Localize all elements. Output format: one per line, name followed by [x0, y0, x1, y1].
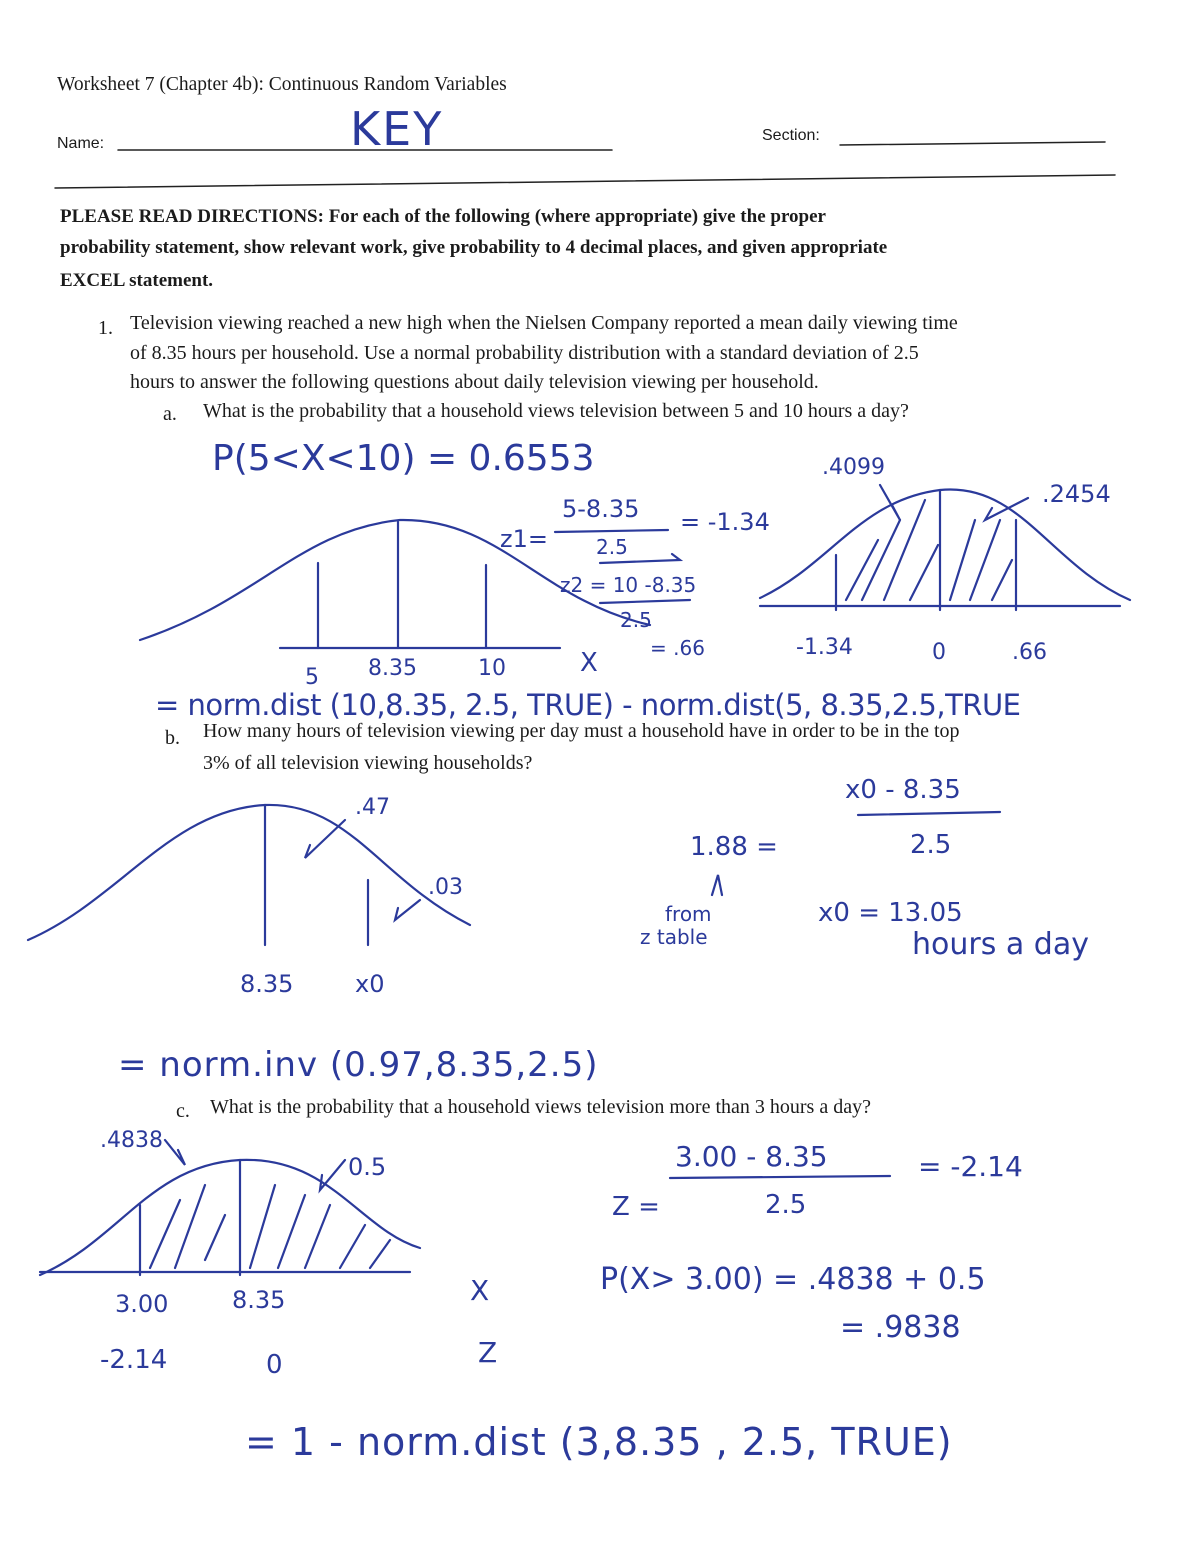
fraction-bar-b — [858, 812, 1000, 815]
part-a-z-tick-pos: .66 — [1012, 640, 1047, 665]
part-a-x-tick-5: 5 — [305, 665, 319, 690]
part-a-question: What is the probability that a household views television between 5 and 10 hours a day? — [203, 400, 909, 422]
part-a-z1-result: = -1.34 — [680, 508, 770, 536]
part-c-excel: = 1 - norm.dist (3,8.35 , 2.5, TRUE) — [245, 1420, 953, 1464]
directions-line1 — [60, 206, 826, 228]
part-c-z-num: 3.00 - 8.35 — [675, 1140, 828, 1173]
part-c-prob-line2: = .9838 — [840, 1310, 961, 1345]
part-a-area-left: .4099 — [822, 455, 885, 480]
part-b-x-tick-x0: x0 — [355, 970, 385, 998]
part-c-x-tick-835: 8.35 — [232, 1286, 286, 1314]
part-c-z-tick-neg: -2.14 — [100, 1345, 168, 1375]
part-b-x-tick-835: 8.35 — [240, 970, 294, 998]
part-a-z-tick-neg: -1.34 — [796, 635, 853, 660]
part-b-z-source-line2: z table — [640, 925, 708, 949]
fraction-bar-a1 — [555, 530, 668, 532]
section-rule — [840, 142, 1105, 145]
part-a-z1-den: 2.5 — [596, 535, 628, 559]
name-value: KEY — [350, 102, 444, 156]
part-a-z-tick-0: 0 — [932, 640, 946, 665]
part-b-question-line1: How many hours of television viewing per day must a household have in order to be in the top — [203, 720, 960, 742]
fraction-bar-a2 — [600, 600, 690, 603]
part-a-z2-result: = .66 — [650, 636, 705, 660]
problem-text-line1: Television viewing reached a new high when the Nielsen Company reported a mean daily viewing time — [130, 312, 958, 334]
directions-text1: For each of the following (where appropriate) give the proper — [328, 206, 826, 227]
part-b-z-value: 1.88 = — [690, 832, 778, 862]
part-a-excel: = norm.dist (10,8.35, 2.5, TRUE) - norm.dist(5, 8.35,2.5,TRUE — [155, 688, 1021, 722]
section-label: Section: — [762, 127, 820, 144]
part-a-z2-den: 2.5 — [620, 608, 652, 632]
part-a-x-axis-label: X — [580, 648, 598, 678]
part-b-eq-den: 2.5 — [910, 830, 952, 860]
problem-number: 1. — [98, 317, 113, 339]
problem-text-line2: of 8.35 hours per household. Use a normal probability distribution with a standard deviation of 2.5 — [130, 342, 919, 364]
arrow-b-up — [712, 875, 722, 895]
part-c-question: What is the probability that a household views television more than 3 hours a day? — [210, 1096, 871, 1118]
part-a-z1-label: z1= — [500, 525, 548, 553]
name-label: Name: — [57, 135, 105, 152]
part-c-x-axis-label: X — [470, 1274, 490, 1307]
part-b-result-unit: hours a day — [912, 927, 1089, 962]
directions-line2: probability statement, show relevant work, give probability to 4 decimal places, and given appropriate — [60, 237, 888, 258]
normal-curve-b — [28, 805, 470, 940]
part-c-x-tick-3: 3.00 — [115, 1290, 169, 1318]
part-b-excel: = norm.inv (0.97,8.35,2.5) — [118, 1045, 599, 1085]
part-b-area-tail: .03 — [428, 875, 463, 900]
part-b-area-mid: .47 — [355, 795, 390, 820]
fraction-bar-c — [670, 1176, 890, 1178]
part-a-answer: P(5<X<10) = 0.6553 — [212, 438, 595, 479]
arrow-b-tail — [395, 900, 420, 920]
arrow-c-right — [320, 1160, 345, 1190]
arrow-b-mid — [305, 820, 345, 858]
part-a-letter: a. — [163, 403, 177, 425]
arrow-c-left — [165, 1140, 185, 1165]
part-a-z1-num: 5-8.35 — [562, 495, 640, 523]
part-c-z-label: Z = — [612, 1192, 660, 1222]
part-c-letter: c. — [176, 1100, 190, 1122]
problem-text-line3: hours to answer the following questions about daily television viewing per household. — [130, 371, 819, 393]
part-b-question-line2: 3% of all television viewing households? — [203, 752, 533, 774]
part-a-x-tick-835: 8.35 — [368, 656, 417, 681]
part-c-z-result: = -2.14 — [918, 1150, 1023, 1183]
part-c-z-tick-0: 0 — [266, 1350, 283, 1380]
part-a-x-tick-10: 10 — [478, 656, 506, 681]
directions-lead: PLEASE READ DIRECTIONS: — [60, 206, 324, 227]
part-c-prob-line1: P(X> 3.00) = .4838 + 0.5 — [600, 1262, 986, 1297]
part-b-letter: b. — [165, 727, 180, 749]
part-b-z-source-line1: from — [665, 902, 712, 926]
part-b-eq-num: x0 - 8.35 — [845, 775, 961, 805]
directions-line3: EXCEL statement. — [60, 270, 214, 291]
part-a-area-right: .2454 — [1042, 480, 1111, 508]
worksheet-title: Worksheet 7 (Chapter 4b): Continuous Random Variables — [57, 74, 507, 95]
part-b-result: x0 = 13.05 — [818, 898, 963, 928]
part-c-area-left: .4838 — [100, 1128, 163, 1153]
part-a-z2-label: z2 = 10 -8.35 — [560, 573, 697, 597]
header-divider — [55, 175, 1115, 188]
part-c-area-right: 0.5 — [348, 1153, 387, 1181]
part-c-z-axis-label: Z — [478, 1336, 498, 1369]
part-c-z-den: 2.5 — [765, 1190, 807, 1220]
hatch-c — [150, 1185, 390, 1268]
